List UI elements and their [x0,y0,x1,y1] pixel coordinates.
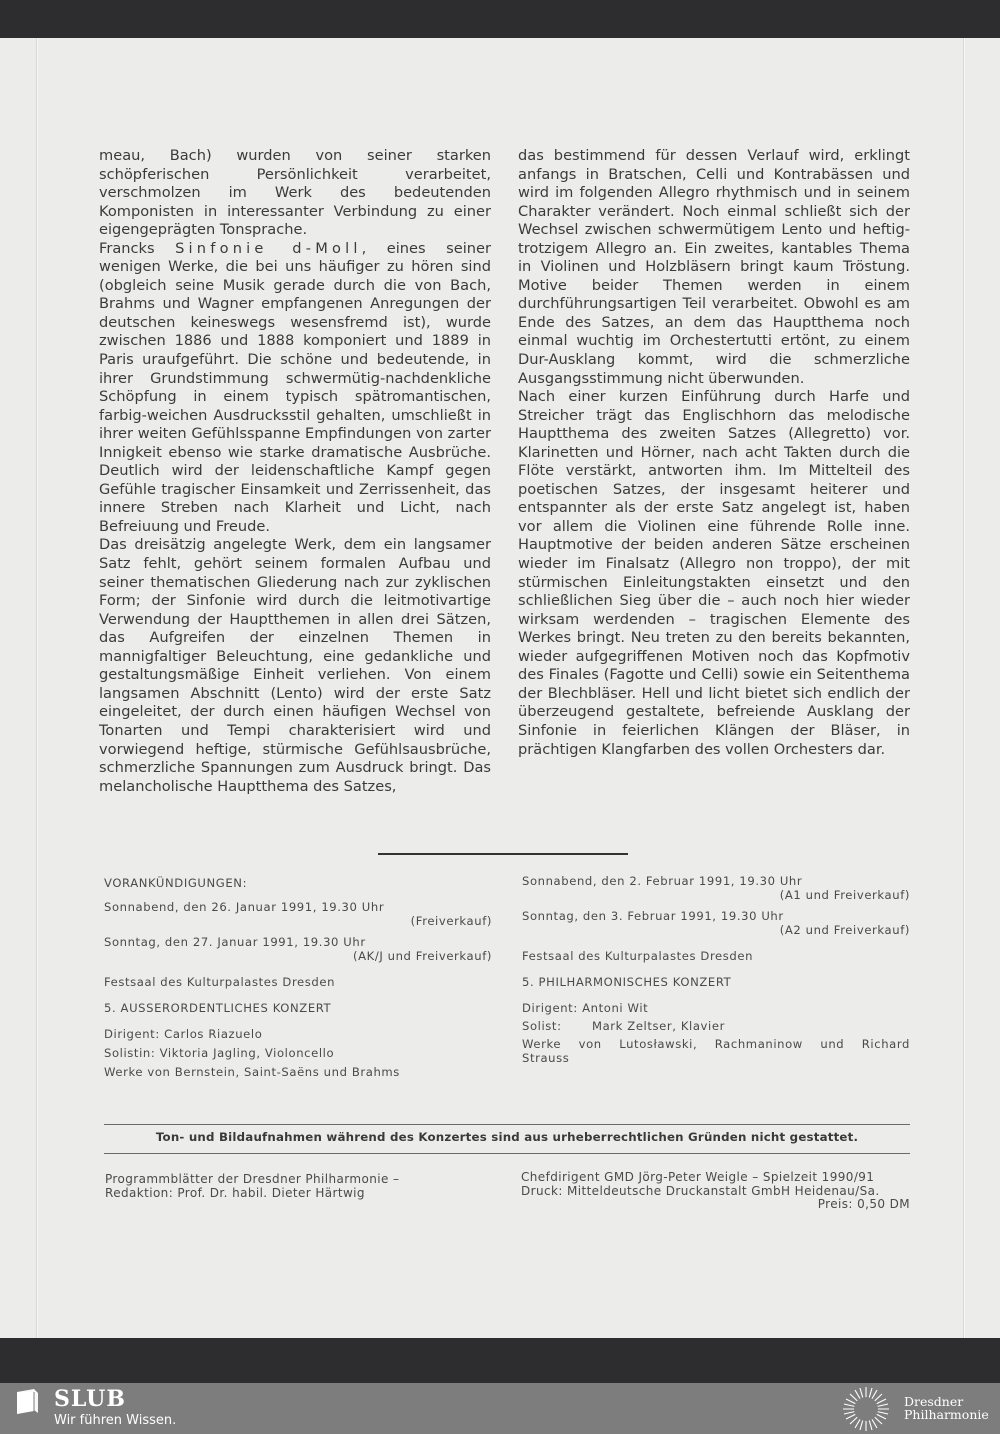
document-page [0,38,1000,1338]
concert-title: 5. AUSSERORDENTLICHES KONZERT [104,1001,332,1015]
paragraph: meau, Bach) wurden von seiner starken schöpferischen Persönlichkeit verarbeitet, verschmolzen im Werk des bedeutenden Komponisten in interessanter Verbindung zu einer eigengeprägten Tonsprache. [99,147,491,239]
conductor [522,1001,910,1015]
event-ticket-note: (AK/J und Freiverkauf) [352,949,492,963]
conductor-label: Dirigent: [104,1027,160,1041]
paragraph: Das dreisätzig angelegte Werk, dem ein langsamer Satz fehlt, gehört seinem formalen Aufbau und seiner thematischen Gliederung nach zur zyklischen Form; der Sinfonie wird durch die leitmotivartige Verwendung der Hauptthemen in allen drei Sätzen, das Aufgreifen der einzelnen Themen in mannigfaltiger Beleuchtung, eine gedankliche und gestaltungsmäßige Einheit verliehen. Von einem langsamen Abschnitt (Lento) wird der erste Satz eingeleitet, der durch einen häufigen Wechsel von Tonarten und Tempi charakterisiert wird und vorwiegend heftige, stürmische Gefühlsausbrüche, schmerzliche Spannungen zum Ausdruck bringt. Das melancholische Hauptthema des Satzes, [99,536,491,795]
event-ticket-note: (A2 und Freiverkauf) [779,923,910,937]
works: Werke von Bernstein, Saint-Saëns und Brahms [104,1065,400,1079]
partner-name-line1: Dresdner [904,1394,964,1409]
announcement-left [104,876,492,1079]
body-column-right [518,147,910,759]
credits-editor: Redaktion: Prof. Dr. habil. Dieter Härtwig [105,1185,365,1200]
event-date: Sonnabend, den 2. Februar 1991, 19.30 Uhr [522,874,803,888]
soloist [104,1046,492,1060]
page-fold-right [963,38,964,1338]
conductor [104,1027,492,1041]
paragraph: das bestimmend für dessen Verlauf wird, erklingt anfangs in Bratschen, Celli und Kontrabässen und wird im folgenden Allegro rhythmisch und in seinem Charakter verändert. Noch einmal schließt sich der Wechsel zwischen schwermütigem Lento und heftig-trotzigem Allegro an. Ein zweites, kantables Thema in Violinen und Holzbläsern bringt kaum Tröstung. Motive beider Themen werden in einem durchführungsartigen Teil verarbeitet. Obwohl es am Ende des Satzes, an dem das Hauptthema noch einmal wuchtig im Orchestertutti ertönt, zu einem Dur-Ausklang kommt, wird die schmerzliche Ausgangsstimmung nicht überwunden. [518,147,910,387]
paragraph: Nach einer kurzen Einführung durch Harfe und Streicher trägt das Englischhorn das melodische Hauptthema des zweiten Satzes (Allegretto) vor. Klarinetten und Hörner, nach acht Takten durch die Flöte verstärkt, antworten ihm. Im Mittelteil des poetischen Satzes, der insgesamt heiterer und entspannter als der erste Satz angelegt ist, haben vor allem die Violinen eine führende Rolle inne. Hauptmotive der beiden anderen Sätze erscheinen wieder im Finalsatz (Allegro non troppo), der mit stürmischen Einleitungstakten einsetzt und den schließlichen Sieg über die – auch noch hier wieder wirksam werdenden – tragischen Elemente des Werkes bringt. Neu treten zu den bereits bekannten, wieder aufgegriffenen Motiven noch das Kopfmotiv des Finales (Fagotte und Celli) sowie ein Seitenthema der Blechbläser. Hell und licht bietet sich endlich der überzeugend gestaltete, befreiende Ausklang der Sinfonie in feierlichen Klängen der Bläser, in prächtigen Klangfarben des vollen Orchesters dar. [518,388,910,758]
soloist-label: Solistin: [104,1046,156,1060]
slub-title: SLUB [54,1386,126,1412]
footer-bar [0,1383,1000,1434]
announcements-heading: VORANKÜNDIGUNGEN: [104,876,248,890]
event-venue: Festsaal des Kulturpalastes Dresden [104,975,336,989]
event-date: Sonntag, den 3. Februar 1991, 19.30 Uhr [522,909,784,923]
event-ticket-note: (A1 und Freiverkauf) [779,888,910,902]
price: Preis: 0,50 DM [817,1197,910,1211]
credits-right [521,1171,910,1212]
works: Werke von Lutosławski, Rachmaninow und Richard Strauss [522,1037,910,1065]
section-divider [378,853,628,855]
event-venue: Festsaal des Kulturpalastes Dresden [522,949,754,963]
credits-conductor: Chefdirigent GMD Jörg-Peter Weigle – Spielzeit 1990/91 [521,1170,875,1184]
announcement-right [522,874,910,1065]
sunburst-icon [842,1386,890,1432]
conductor-label: Dirigent: [522,1001,578,1015]
rule-bottom [104,1153,910,1154]
conductor-name: Carlos Riazuelo [164,1027,263,1041]
event-ticket-note: (Freiverkauf) [410,914,492,928]
credits-left [105,1173,485,1200]
rule-top [104,1124,910,1125]
concert-title: 5. PHILHARMONISCHES KONZERT [522,975,732,989]
work-title: Sinfonie d-Moll [175,239,362,257]
paragraph-text: , eines seiner wenigen Werke, die bei uns häufiger zu hören sind (obgleich seine Musik gerade durch die von Bach, Brahms und Wagner empfangenen Anregungen der deutschen keineswegs wesensfremd ist), wurde zwischen 1886 und 1888 komponiert und 1889 in Paris uraufgeführt. Die schöne und bedeutende, in ihrer Grundstimmung schwermütig-nachdenkliche Schöpfung in einem typisch spätromantischen, farbig-weichen Ausdrucksstil gehalten, umschließt in ihrer weiten Gefühlsspanne Empfindungen von zarter Innigkeit ebenso wie starke dramatische Ausbrüche. Deutlich wird der leidenschaftliche Kampf gegen Gefühle tragischer Einsamkeit und Zerrissenheit, das innere Streben nach Klarheit und Licht, nach Befreiuung und Freude. [99,239,491,535]
partner-name-line2: Philharmonie [904,1407,989,1422]
body-column-left [99,147,491,796]
page-fold-left [36,38,37,1338]
soloist-name: Mark Zeltser, Klavier [592,1019,725,1033]
book-icon [14,1389,40,1415]
soloist-name: Viktoria Jagling, Violoncello [159,1046,335,1060]
conductor-name: Antoni Wit [582,1001,649,1015]
credits-printer: Druck: Mitteldeutsche Druckanstalt GmbH Heidenau/Sa. [521,1183,880,1198]
event-date: Sonntag, den 27. Januar 1991, 19.30 Uhr [104,935,366,949]
soloist [522,1019,910,1033]
credits-publisher: Programmblätter der Dresdner Philharmonie – [105,1172,400,1186]
event-date: Sonnabend, den 26. Januar 1991, 19.30 Uhr [104,900,385,914]
partner-name [904,1395,989,1421]
recording-notice: Ton- und Bildaufnahmen während des Konzertes sind aus urheberrechtlichen Gründen nicht gestattet. [155,1130,859,1144]
paragraph [99,240,491,537]
paragraph-text: Francks [99,239,176,257]
soloist-label: Solist: [522,1019,562,1033]
slub-tagline: Wir führen Wissen. [54,1413,177,1428]
